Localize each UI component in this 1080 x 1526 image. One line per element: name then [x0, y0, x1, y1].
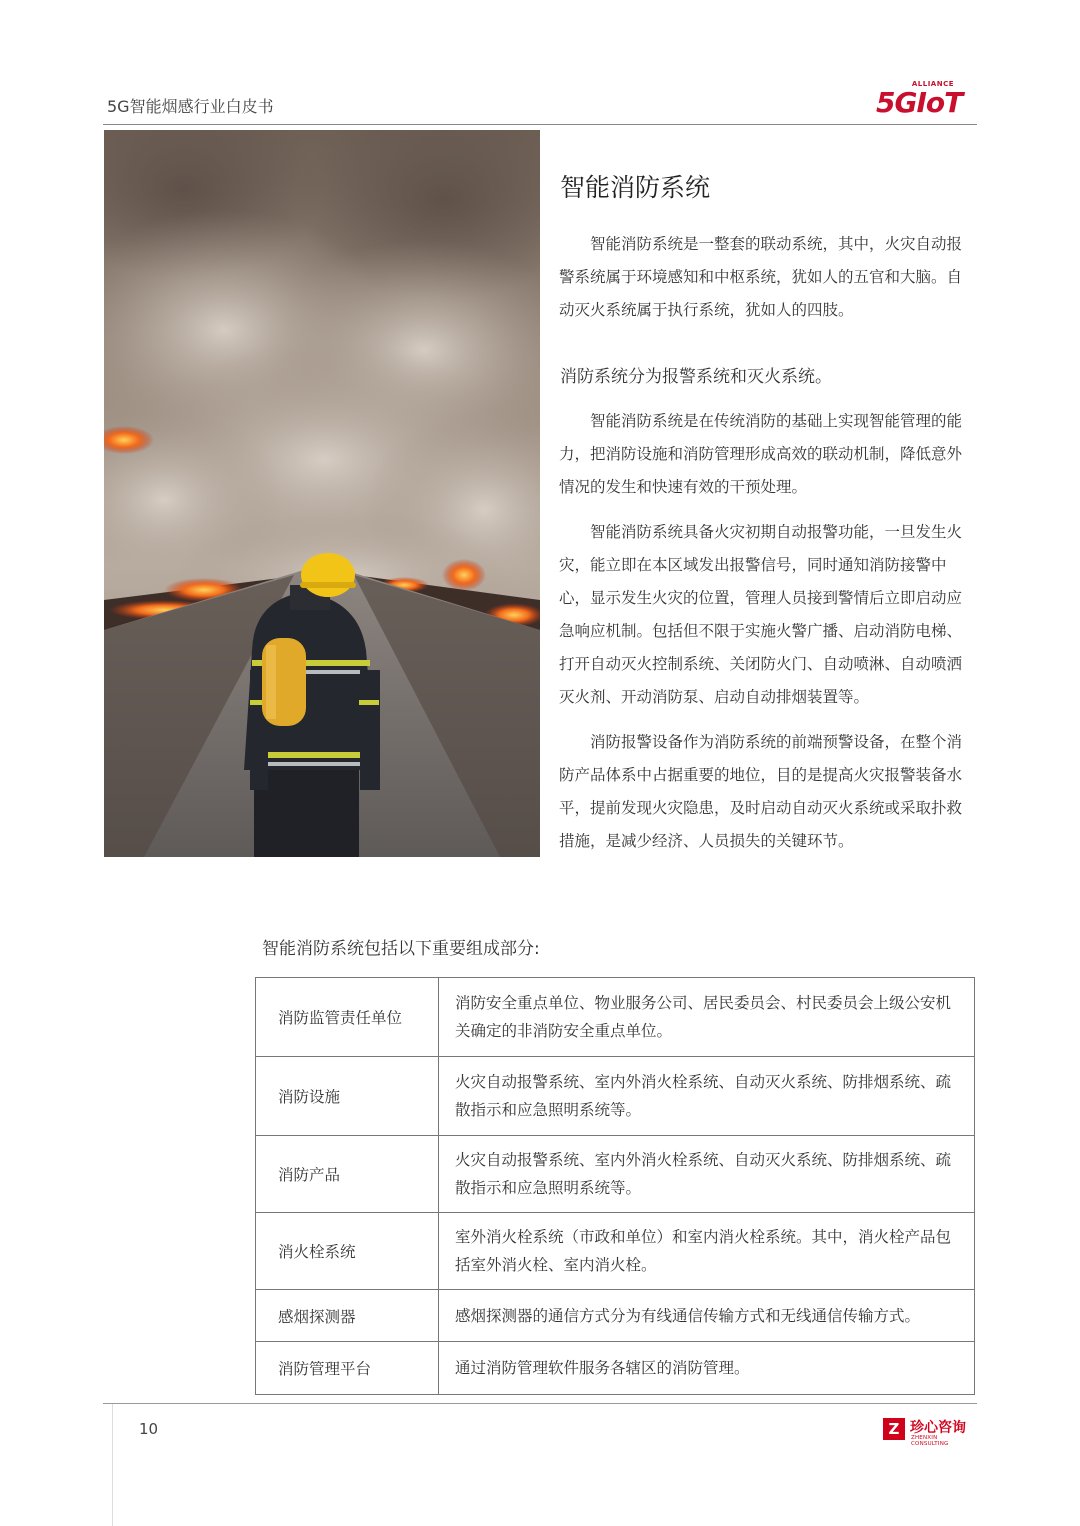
row-description: 室外消火栓系统（市政和单位）和室内消火栓系统。其中，消火栓产品包括室外消火栓、室内消火栓。: [439, 1213, 975, 1290]
row-description: 火灾自动报警系统、室内外消火栓系统、自动灭火系统、防排烟系统、疏散指示和应急照明系统等。: [439, 1136, 975, 1213]
row-label: 消防监管责任单位: [256, 978, 439, 1057]
row-description: 感烟探测器的通信方式分为有线通信传输方式和无线通信传输方式。: [439, 1290, 975, 1342]
paragraph-linkage-system: 智能消防系统是一整套的联动系统，其中，火灾自动报警系统属于环境感知和中枢系统，犹如人的五官和大脑。自动灭火系统属于执行系统，犹如人的四肢。: [559, 235, 963, 319]
footer-divider: [103, 1403, 977, 1404]
paragraph-early-alarm: 智能消防系统具备火灾初期自动报警功能，一旦发生火灾，能立即在本区域发出报警信号，同时通知消防接警中心，显示发生火灾的位置，管理人员接到警情后立即启动应急响应机制。包括但不限于实施火警广播、启动消防电梯、打开自动灭火控制系统、关闭防火门、自动喷淋、自动喷洒灭火剂、开动消防泵、启动自动排烟装置等。: [559, 523, 963, 706]
row-description: 消防安全重点单位、物业服务公司、居民委员会、村民委员会上级公安机关确定的非消防安全重点单位。: [439, 978, 975, 1057]
components-table: [255, 977, 975, 1395]
table-row: [256, 1213, 975, 1290]
section-title: 智能消防系统: [560, 173, 711, 202]
row-label: 消火栓系统: [256, 1213, 439, 1290]
table-row: [256, 1057, 975, 1136]
row-label: 消防设施: [256, 1057, 439, 1136]
row-description: 通过消防管理软件服务各辖区的消防管理。: [439, 1342, 975, 1395]
table-row: [256, 1136, 975, 1213]
table-intro: 智能消防系统包括以下重要组成部分:: [262, 939, 540, 959]
section-subheading: 消防系统分为报警系统和灭火系统。: [560, 367, 832, 387]
logo-mark-text: 5GIoT: [876, 86, 963, 119]
header-title: 5G智能烟感行业白皮书: [107, 97, 274, 116]
table-row: [256, 1342, 975, 1395]
logo-z-mark: Z: [883, 1418, 905, 1440]
5giot-alliance-logo: [876, 80, 963, 119]
zhenxin-consulting-logo: [883, 1416, 973, 1447]
table-row: [256, 978, 975, 1057]
logo-company-name: 珍心咨询: [910, 1420, 966, 1436]
paragraph-alarm-equipment: 消防报警设备作为消防系统的前端预警设备，在整个消防产品体系中占据重要的地位，目的是提高火灾报警装备水平，提前发现火灾隐患，及时启动自动灭火系统或采取扑救措施，是减少经济、人员损失的关键环节。: [559, 733, 963, 850]
page-number: 10: [139, 1420, 159, 1438]
firefighter-smoke-photo: [104, 130, 540, 857]
row-label: 消防产品: [256, 1136, 439, 1213]
row-label: 消防管理平台: [256, 1342, 439, 1395]
header-divider: [103, 124, 977, 125]
logo-alliance-text: ALLIANCE: [911, 80, 954, 88]
logo-company-subtitle: ZHENXIN CONSULTING: [911, 1435, 949, 1447]
table-row: [256, 1290, 975, 1342]
paragraph-smart-management: 智能消防系统是在传统消防的基础上实现智能管理的能力，把消防设施和消防管理形成高效的联动机制，降低意外情况的发生和快速有效的干预处理。: [559, 412, 963, 496]
row-description: 火灾自动报警系统、室内外消火栓系统、自动灭火系统、防排烟系统、疏散指示和应急照明系统等。: [439, 1057, 975, 1136]
footer-margin-line: [112, 1404, 113, 1526]
row-label: 感烟探测器: [256, 1290, 439, 1342]
